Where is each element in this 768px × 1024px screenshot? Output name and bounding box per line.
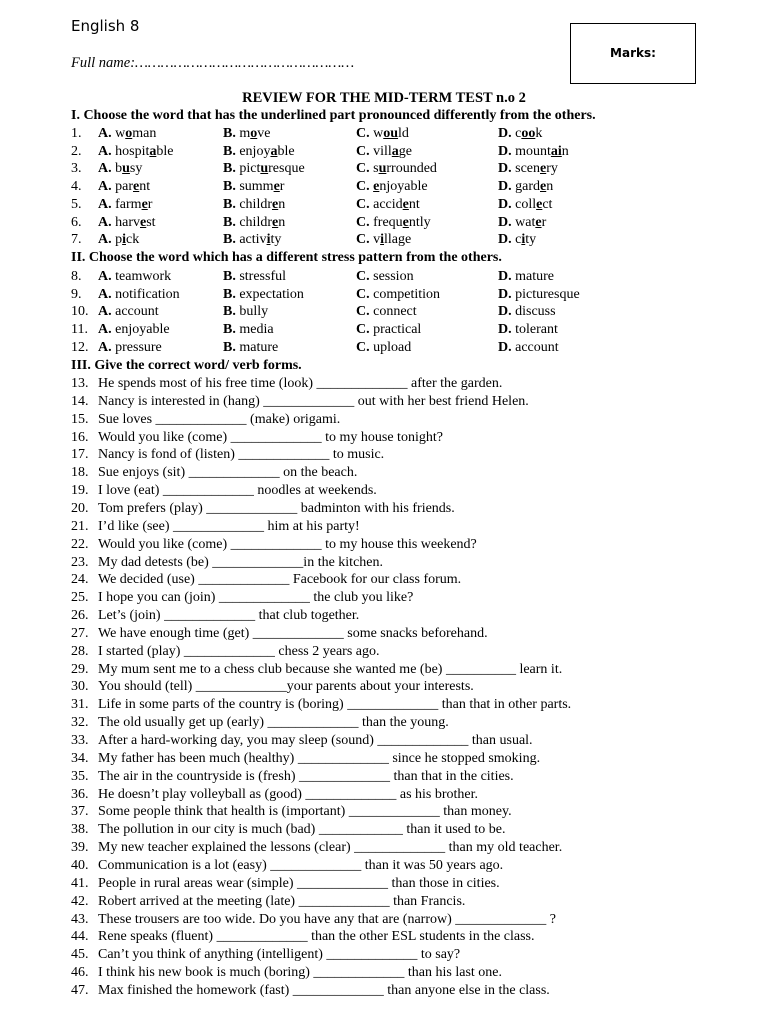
word-part: par	[115, 179, 134, 195]
option-b	[223, 161, 305, 177]
word-part: v	[373, 232, 381, 248]
option-letter: C.	[356, 232, 370, 248]
option-word: pressure	[115, 339, 162, 355]
underlined-part: e	[540, 161, 547, 177]
option-word: mature	[515, 269, 554, 284]
question-number: 4.	[71, 179, 82, 195]
underlined-part: e	[535, 214, 542, 230]
question-number: 43.	[71, 911, 89, 927]
question-number: 38.	[71, 822, 89, 838]
word-part: coll	[515, 196, 537, 212]
option-letter: D.	[498, 143, 512, 159]
question-number: 42.	[71, 893, 89, 909]
option-b	[223, 287, 304, 303]
option-letter: A.	[98, 286, 112, 302]
option-letter: A.	[98, 179, 112, 195]
question-number: 23.	[71, 554, 89, 570]
word-part: summ	[239, 179, 274, 195]
option-c	[356, 161, 437, 177]
question-text: Tom prefers (play) _____________ badminton with his friends.	[98, 500, 455, 516]
underlined-part: e	[402, 214, 409, 230]
underlined-part: i	[521, 232, 526, 248]
option-letter: B.	[223, 143, 236, 159]
option-letter: D.	[498, 214, 512, 230]
option-letter: C.	[356, 269, 370, 284]
question-number: 2.	[71, 143, 82, 159]
question-text: Communication is a lot (easy) _____________ than it was 50 years ago.	[98, 857, 504, 873]
option-c	[356, 287, 440, 303]
underlined-part: e	[140, 214, 147, 230]
question-number: 33.	[71, 733, 89, 748]
question-text: Nancy is interested in (hang) _____________ out with her best friend Helen.	[98, 393, 529, 409]
option-a	[98, 197, 152, 213]
section-3-heading: III. Give the correct word/ verb forms.	[71, 358, 302, 373]
underlined-part: u	[260, 161, 269, 177]
word-part: childr	[239, 214, 272, 230]
word-part: ntly	[408, 214, 431, 230]
option-c	[356, 232, 411, 248]
option-letter: B.	[223, 286, 236, 302]
word-part: p	[115, 232, 123, 248]
word-part: ble	[277, 143, 295, 159]
word-part: ck	[126, 232, 140, 248]
option-c	[356, 126, 409, 142]
question-number: 29.	[71, 661, 89, 677]
option-word: media	[239, 322, 274, 338]
question-text: People in rural areas wear (simple) _____________ than those in cities.	[98, 875, 500, 891]
question-text: Would you like (come) _____________ to my house tonight?	[98, 429, 443, 445]
underlined-part: oo	[521, 126, 536, 141]
option-word: bully	[239, 304, 269, 320]
question-number: 22.	[71, 536, 89, 552]
question-number: 15.	[71, 411, 89, 427]
question-text: Life in some parts of the country is (boring) _____________ than that in other parts.	[98, 697, 572, 713]
word-part: man	[132, 126, 157, 141]
option-letter: B.	[223, 196, 236, 212]
option-a	[98, 126, 156, 142]
question-number: 14.	[71, 393, 89, 409]
option-d	[498, 126, 542, 142]
option-a	[98, 179, 150, 195]
word-part: childr	[239, 196, 272, 212]
question-number: 27.	[71, 625, 89, 641]
question-number: 17.	[71, 447, 89, 463]
word-part: st	[146, 214, 156, 230]
option-a	[98, 322, 170, 338]
option-letter: D.	[498, 269, 512, 284]
question-text: We have enough time (get) _____________ some snacks beforehand.	[98, 625, 488, 641]
question-text: The pollution in our city is much (bad) ____________ than it used to be.	[98, 822, 506, 838]
question-text: Robert arrived at the meeting (late) _____________ than Francis.	[98, 893, 466, 909]
underlined-part: o	[125, 126, 133, 141]
word-part: r	[541, 214, 547, 230]
option-word: expectation	[239, 286, 304, 302]
underlined-part: i	[266, 232, 271, 248]
word-part: nt	[408, 196, 420, 212]
question-text: I’d like (see) _____________ him at his party!	[98, 518, 360, 534]
option-a	[98, 304, 159, 320]
question-number: 19.	[71, 483, 89, 499]
option-a	[98, 161, 142, 177]
underlined-part: e	[272, 214, 279, 230]
option-d	[498, 215, 546, 231]
option-d	[498, 144, 569, 160]
option-a	[98, 144, 173, 160]
word-part: c	[515, 232, 522, 248]
option-letter: C.	[356, 126, 370, 141]
option-d	[498, 161, 558, 177]
question-text: My mum sent me to a chess club because she wanted me (be) __________ learn it.	[98, 661, 563, 677]
option-b	[223, 197, 285, 213]
question-text: These trousers are too wide. Do you have any that are (narrow) _____________ ?	[98, 911, 556, 927]
word-part: pict	[239, 161, 261, 177]
word-part: w	[373, 126, 384, 141]
question-number: 10.	[71, 304, 89, 320]
question-number: 5.	[71, 196, 82, 212]
option-letter: B.	[223, 304, 236, 320]
word-part: ry	[546, 161, 558, 177]
option-letter: C.	[356, 339, 370, 355]
question-number: 37.	[71, 804, 89, 820]
underlined-part: e	[133, 179, 140, 195]
option-letter: C.	[356, 179, 370, 195]
option-b	[223, 232, 281, 248]
question-number: 35.	[71, 768, 89, 784]
underlined-part: e	[536, 196, 543, 212]
question-text: I love (eat) _____________ noodles at weekends.	[98, 483, 377, 499]
underlined-part: e	[273, 179, 280, 195]
word-part: rrounded	[386, 161, 437, 177]
question-number: 7.	[71, 232, 82, 248]
option-letter: D.	[498, 339, 512, 355]
word-part: scen	[515, 161, 541, 177]
question-number: 8.	[71, 269, 82, 284]
question-text: Sue enjoys (sit) _____________ on the beach.	[98, 465, 358, 481]
word-part: activ	[239, 232, 267, 248]
option-letter: A.	[98, 232, 112, 248]
option-letter: C.	[356, 196, 370, 212]
underlined-part: e	[373, 179, 380, 195]
word-part: ve	[257, 126, 271, 141]
question-number: 6.	[71, 214, 82, 230]
question-number: 32.	[71, 715, 89, 731]
question-number: 11.	[71, 322, 88, 338]
option-letter: B.	[223, 161, 236, 177]
question-number: 41.	[71, 875, 89, 891]
question-text: Would you like (come) _____________ to my house this weekend?	[98, 536, 477, 552]
option-letter: A.	[98, 322, 112, 338]
question-number: 47.	[71, 982, 89, 998]
option-letter: B.	[223, 339, 236, 355]
option-d	[498, 322, 558, 338]
question-text: My dad detests (be) _____________in the kitchen.	[98, 554, 384, 570]
question-number: 21.	[71, 518, 89, 534]
word-part: ty	[525, 232, 537, 248]
option-letter: A.	[98, 143, 112, 159]
option-c	[356, 179, 428, 195]
option-b	[223, 179, 284, 195]
option-letter: D.	[498, 196, 512, 212]
option-b	[223, 304, 268, 320]
word-part: n	[278, 196, 286, 212]
word-part: k	[535, 126, 543, 141]
word-part: c	[515, 126, 522, 141]
question-text: Nancy is fond of (listen) _____________ to music.	[98, 447, 385, 463]
word-part: ct	[542, 196, 553, 212]
option-letter: D.	[498, 232, 512, 248]
page-title: REVIEW FOR THE MID-TERM TEST n.o 2	[242, 90, 526, 106]
word-part: n	[546, 179, 554, 195]
option-word: account	[115, 304, 159, 320]
question-text: Can’t you think of anything (intelligent) _____________ to say?	[98, 947, 461, 963]
option-letter: C.	[356, 161, 370, 177]
underlined-part: ai	[550, 143, 562, 159]
option-d	[498, 287, 580, 303]
question-number: 34.	[71, 750, 89, 766]
word-part: frequ	[373, 214, 403, 230]
option-b	[223, 322, 274, 338]
subject-label: English 8	[71, 17, 140, 35]
question-text: The old usually get up (early) _____________ than the young.	[98, 715, 449, 731]
option-letter: C.	[356, 143, 370, 159]
option-letter: C.	[356, 286, 370, 302]
word-part: sy	[129, 161, 143, 177]
question-number: 36.	[71, 786, 89, 802]
option-letter: D.	[498, 126, 512, 141]
question-text: We decided (use) _____________ Facebook for our class forum.	[98, 572, 462, 588]
question-number: 28.	[71, 643, 89, 659]
marks-label: Marks:	[610, 46, 656, 60]
question-text: He doesn’t play volleyball as (good) _____________ as his brother.	[98, 786, 479, 802]
option-word: competition	[373, 286, 441, 302]
option-c	[356, 322, 421, 338]
option-letter: B.	[223, 214, 236, 230]
question-text: I think his new book is much (boring) _____________ than his last one.	[98, 965, 503, 981]
underlined-part: i	[122, 232, 127, 248]
option-word: practical	[373, 322, 422, 338]
word-part: resque	[268, 161, 305, 177]
full-name-field: Full name:……………………………………………	[71, 55, 355, 71]
word-part: harv	[115, 214, 141, 230]
underlined-part: e	[141, 196, 148, 212]
option-c	[356, 269, 414, 285]
section-1-heading: I. Choose the word that has the underlined part pronounced differently from the others.	[71, 108, 596, 123]
option-word: notification	[115, 286, 180, 302]
option-d	[498, 269, 554, 285]
option-a	[98, 232, 139, 248]
option-d	[498, 340, 559, 356]
option-letter: C.	[356, 304, 370, 320]
underlined-part: e	[402, 196, 409, 212]
option-c	[356, 215, 431, 231]
question-number: 13.	[71, 376, 89, 391]
option-word: connect	[373, 304, 417, 320]
question-text: My new teacher explained the lessons (clear) _____________ than my old teacher.	[98, 840, 563, 856]
option-c	[356, 304, 417, 320]
option-letter: A.	[98, 269, 112, 284]
option-word: teamwork	[115, 269, 172, 284]
question-number: 9.	[71, 286, 82, 302]
marks-box	[570, 23, 696, 84]
option-d	[498, 232, 536, 248]
option-word: enjoyable	[115, 322, 170, 338]
word-part: b	[115, 161, 123, 177]
option-letter: B.	[223, 232, 236, 248]
question-text: After a hard-working day, you may sleep (sound) _____________ than usual.	[98, 733, 533, 748]
question-number: 39.	[71, 840, 89, 856]
word-part: r	[147, 196, 153, 212]
option-b	[223, 126, 270, 142]
word-part: accid	[373, 196, 403, 212]
word-part: n	[561, 143, 569, 159]
question-text: I started (play) _____________ chess 2 years ago.	[98, 643, 380, 659]
question-number: 18.	[71, 465, 89, 481]
word-part: wat	[515, 214, 536, 230]
option-letter: A.	[98, 126, 112, 141]
word-part: ble	[156, 143, 174, 159]
question-number: 20.	[71, 500, 89, 516]
option-c	[356, 197, 420, 213]
option-letter: D.	[498, 179, 512, 195]
question-number: 3.	[71, 161, 82, 177]
underlined-part: e	[540, 179, 547, 195]
option-letter: B.	[223, 269, 236, 284]
question-text: Let’s (join) _____________ that club together.	[98, 608, 360, 624]
question-number: 31.	[71, 697, 89, 713]
question-number: 16.	[71, 429, 89, 445]
question-text: Max finished the homework (fast) _____________ than anyone else in the class.	[98, 982, 550, 998]
question-text: You should (tell) _____________your parents about your interests.	[98, 679, 474, 695]
option-c	[356, 340, 411, 356]
option-letter: D.	[498, 322, 512, 338]
option-a	[98, 287, 180, 303]
option-letter: B.	[223, 126, 236, 141]
question-text: He spends most of his free time (look) _____________ after the garden.	[98, 376, 503, 391]
underlined-part: a	[270, 143, 278, 159]
option-a	[98, 215, 156, 231]
option-letter: C.	[356, 322, 370, 338]
section-2-heading: II. Choose the word which has a different stress pattern from the others.	[71, 250, 502, 265]
option-word: session	[373, 269, 414, 284]
option-letter: D.	[498, 161, 512, 177]
question-text: Some people think that health is (important) _____________ than money.	[98, 804, 512, 820]
word-part: mount	[515, 143, 551, 159]
word-part: vill	[373, 143, 392, 159]
word-part: ty	[270, 232, 282, 248]
option-letter: A.	[98, 161, 112, 177]
option-letter: B.	[223, 179, 236, 195]
question-text: Sue loves _____________ (make) origami.	[98, 411, 341, 427]
option-d	[498, 197, 552, 213]
word-part: farm	[115, 196, 142, 212]
option-d	[498, 304, 556, 320]
option-word: account	[515, 339, 559, 355]
underlined-part: u	[378, 161, 387, 177]
question-number: 12.	[71, 339, 89, 355]
underlined-part: u	[122, 161, 130, 177]
word-part: n	[278, 214, 286, 230]
option-word: picturesque	[515, 286, 580, 302]
option-b	[223, 144, 295, 160]
underlined-part: a	[391, 143, 399, 159]
option-letter: A.	[98, 304, 112, 320]
option-word: upload	[373, 339, 412, 355]
question-number: 44.	[71, 929, 89, 945]
option-letter: A.	[98, 214, 112, 230]
question-number: 30.	[71, 679, 89, 695]
question-text: I hope you can (join) _____________ the club you like?	[98, 590, 414, 606]
question-text: Rene speaks (fluent) _____________ than the other ESL students in the class.	[98, 929, 535, 945]
option-b	[223, 340, 278, 356]
word-part: r	[279, 179, 285, 195]
word-part: enjoy	[239, 143, 271, 159]
question-number: 24.	[71, 572, 89, 588]
word-part: gard	[515, 179, 541, 195]
option-a	[98, 269, 171, 285]
word-part: njoyable	[379, 179, 428, 195]
question-number: 26.	[71, 608, 89, 624]
word-part: hospit	[115, 143, 150, 159]
option-letter: D.	[498, 286, 512, 302]
word-part: w	[115, 126, 126, 141]
word-part: ld	[398, 126, 409, 141]
question-number: 1.	[71, 126, 82, 141]
option-letter: A.	[98, 339, 112, 355]
option-b	[223, 269, 286, 285]
underlined-part: a	[149, 143, 157, 159]
underlined-part: e	[272, 196, 279, 212]
underlined-part: ou	[383, 126, 399, 141]
underlined-part: i	[380, 232, 385, 248]
option-letter: C.	[356, 214, 370, 230]
question-number: 46.	[71, 965, 89, 981]
option-letter: D.	[498, 304, 512, 320]
question-number: 25.	[71, 590, 89, 606]
option-d	[498, 179, 553, 195]
option-c	[356, 144, 412, 160]
option-letter: A.	[98, 196, 112, 212]
word-part: ge	[398, 143, 413, 159]
underlined-part: o	[250, 126, 258, 141]
word-part: s	[373, 161, 379, 177]
option-letter: B.	[223, 322, 236, 338]
question-number: 45.	[71, 947, 89, 963]
question-text: The air in the countryside is (fresh) _____________ than that in the cities.	[98, 768, 514, 784]
option-word: discuss	[515, 304, 556, 320]
option-word: tolerant	[515, 322, 558, 338]
option-b	[223, 215, 285, 231]
option-word: mature	[239, 339, 279, 355]
option-a	[98, 340, 162, 356]
word-part: m	[239, 126, 251, 141]
option-word: stressful	[239, 269, 287, 284]
word-part: llage	[384, 232, 412, 248]
word-part: nt	[139, 179, 151, 195]
question-number: 40.	[71, 857, 89, 873]
question-text: My father has been much (healthy) _____________ since he stopped smoking.	[98, 750, 541, 766]
